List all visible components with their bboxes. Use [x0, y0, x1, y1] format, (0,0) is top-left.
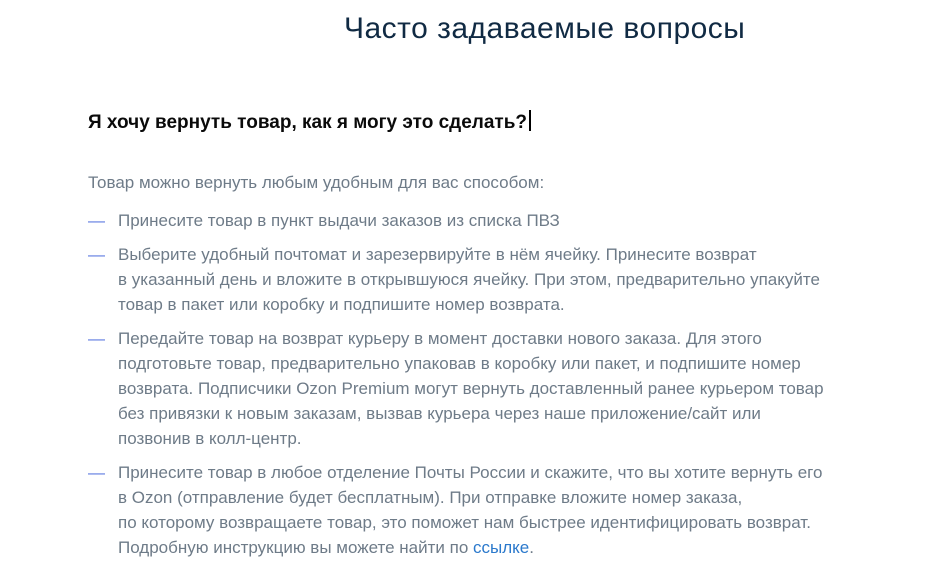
list-item-text [118, 208, 560, 233]
text-line: возврата. Подписчики Ozon Premium могут вернуть доставленный ранее курьером товар [118, 379, 824, 398]
list-item-text [118, 460, 822, 560]
question-text: Я хочу вернуть товар, как я могу это сделать? [88, 112, 528, 133]
question-heading[interactable] [88, 110, 888, 136]
text-line: товар в пакет или коробку и подпишите номер возврата. [118, 295, 565, 314]
faq-content [88, 110, 888, 569]
list-item-text [118, 242, 820, 317]
bullet-dash-icon: — [88, 329, 105, 348]
list-item [88, 460, 888, 560]
text-line: Передайте товар на возврат курьеру в момент доставки нового заказа. Для этого [118, 329, 762, 348]
text-line: подготовьте товар, предварительно упаковав в коробку или пакет, и подпишите номер [118, 354, 801, 373]
text-line: по которому возвращаете товар, это поможет нам быстрее идентифицировать возврат. [118, 513, 811, 532]
page-title: Часто задаваемые вопросы [344, 12, 746, 45]
bullet-dash-icon: — [88, 463, 105, 482]
text-caret-icon [529, 110, 531, 131]
list-item [88, 326, 888, 451]
text-line: в Ozon (отправление будет бесплатным). При отправке вложите номер заказа, [118, 488, 743, 507]
text-line: Выберите удобный почтомат и зарезервируйте в нём ячейку. Принесите возврат [118, 245, 757, 264]
link-line-suffix: . [529, 538, 534, 557]
text-line: в указанный день и вложите в открывшуюся ячейку. При этом, предварительно упакуйте [118, 270, 820, 289]
list-item-text [118, 326, 824, 451]
text-line: без привязки к новым заказам, вызвав курьера через наше приложение/сайт или [118, 404, 761, 423]
text-line: позвонив в колл-центр. [118, 429, 302, 448]
return-methods-list [88, 208, 888, 560]
link-line-prefix: Подробную инструкцию вы можете найти по [118, 538, 473, 557]
text-line [118, 535, 822, 560]
text-line: Принесите товар в пункт выдачи заказов из списка ПВЗ [118, 211, 560, 230]
list-item [88, 242, 888, 317]
intro-text: Товар можно вернуть любым удобным для вас способом: [88, 173, 545, 192]
text-line: Принесите товар в любое отделение Почты России и скажите, что вы хотите вернуть его [118, 463, 823, 482]
bullet-dash-icon: — [88, 211, 105, 230]
instruction-link[interactable]: ссылке [473, 538, 530, 557]
bullet-dash-icon: — [88, 245, 105, 264]
list-item [88, 208, 888, 233]
